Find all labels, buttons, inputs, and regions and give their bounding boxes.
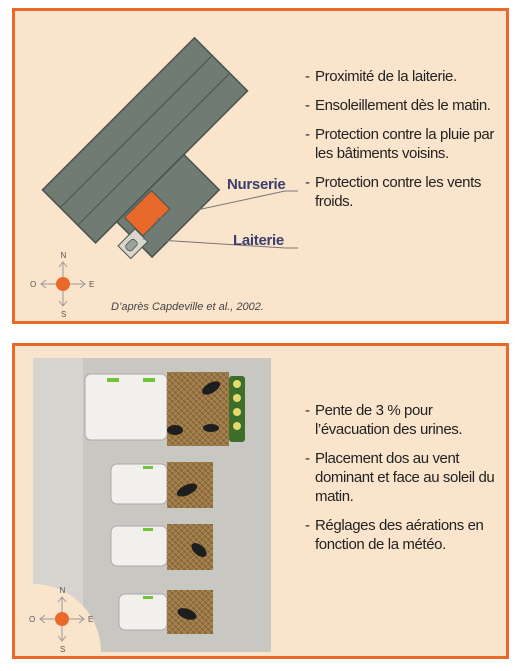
source-credit: D’après Capdeville et al., 2002.: [111, 301, 264, 313]
compass-north: N: [60, 251, 67, 260]
list-item: - Protection contre les vents froids.: [305, 173, 505, 211]
nursery-label: Nurserie: [227, 176, 286, 193]
site-benefits-list: [305, 67, 505, 221]
hutch: [111, 464, 167, 504]
hutch: [119, 594, 167, 630]
list-item: - Proximité de la laiterie.: [305, 67, 505, 86]
list-item: - Pente de 3 % pour l’évacuation des urines.: [305, 401, 495, 439]
compass-rose: [30, 251, 94, 319]
hutch-layout-panel: [12, 343, 509, 659]
list-item: - Réglages des aérations en fonction de la météo.: [305, 516, 495, 554]
site-plan-panel: [12, 8, 509, 324]
dairy-label: Laiterie: [233, 232, 284, 249]
hutch-large: [85, 374, 167, 440]
list-item: - Protection contre la pluie par les bâtiments voisins.: [305, 125, 505, 163]
compass-west: O: [30, 280, 37, 289]
hutch: [111, 526, 167, 566]
list-item: - Ensoleillement dès le matin.: [305, 96, 505, 115]
compass-south: S: [61, 310, 67, 319]
compass-east: E: [88, 615, 94, 624]
compass-north: N: [59, 586, 66, 595]
hutch-tips-list: [305, 401, 495, 564]
compass-west: O: [29, 615, 36, 624]
compass-east: E: [89, 280, 95, 289]
compass-south: S: [60, 645, 66, 654]
list-item: - Placement dos au vent dominant et face au soleil du matin.: [305, 449, 495, 506]
